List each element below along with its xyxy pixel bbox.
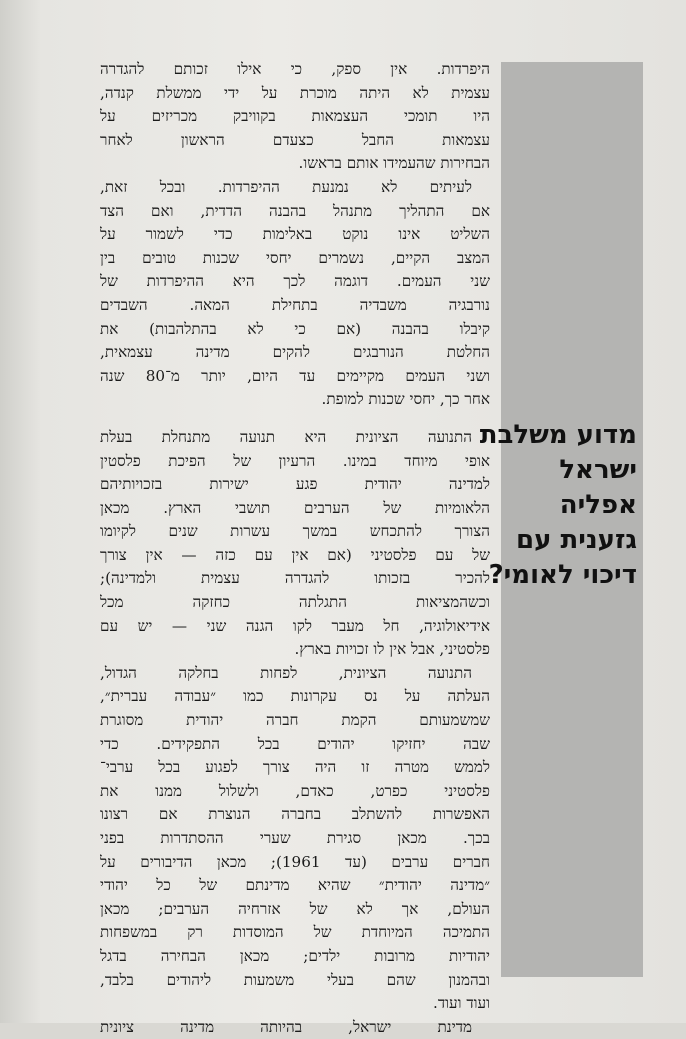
- text-line: אחר כך, יחסי שכנות למופת.: [321, 390, 490, 409]
- article-body: [100, 58, 490, 1039]
- text-line: פלסטיני כפרט, כאדם, ולשלול ממנו את: [100, 781, 490, 800]
- text-line: פלסטיני, אבל אין לו זכויות בארץ.: [294, 640, 490, 659]
- text-line: וכשהמציאות התגלתה כחזקה מכל: [100, 593, 490, 612]
- pull-quote-line: גזענית עם: [515, 525, 637, 555]
- text-line: שני העמים. דוגמה לכך היא ההיפרדות של: [100, 272, 490, 291]
- text-line: הצורך להתכחש במשך עשרות שנים לקיומו: [100, 522, 490, 541]
- text-line: העלתה על נס עקרונות כמו ״עבודה עברית״,: [100, 687, 490, 706]
- text-line: הבחירות שהעמידו אותם בראשו.: [298, 154, 490, 173]
- text-line: יהודיות מרובות ילדים; מכאן הבחירה בדגל: [100, 946, 490, 965]
- text-line: של עם פלסטיני (אם אין עם כזה — אין צורך: [100, 545, 490, 564]
- text-line: התנועה הציונית היא תנועה מתנחלת בעלת: [100, 427, 472, 446]
- text-line: להכיר בזכותו להגדרה עצמית ולמדינה);: [100, 569, 490, 588]
- text-line: מדינת ישראל, בהיותה מדינה ציונית: [100, 1017, 472, 1036]
- paragraph-hebrew-labor: [100, 662, 490, 1016]
- pull-quote-line: מדוע משלבת: [479, 420, 637, 450]
- text-line: האפשרות להשתלב בחברה הנוצרת אם רצונו: [100, 805, 490, 824]
- text-line: עצמאות החבל כצעדם הראשון לאחר: [100, 130, 490, 149]
- text-line: עצמית לא היתה מוכרת על ידי ממשלת קנדה,: [100, 83, 490, 102]
- text-line: התמיכה המיוחדת של המוסדות רק במשפחות: [100, 923, 490, 942]
- text-line: נורבגיה משבדיה בתחילת המאה. השבדים: [100, 295, 490, 314]
- text-line: לעיתים לא נמנעת ההיפרדות. ובכל זאת,: [100, 177, 472, 196]
- text-line: אידיאולוגיה, חל מעבר לקו הגנה שני — יש עם: [100, 616, 490, 635]
- text-line: שבה יחזיקו יהודים בכל התפקידים. כדי: [100, 734, 490, 753]
- text-line: המצב הקיים, נשמרים יחסי שכנות טובים בין: [100, 248, 490, 267]
- text-line: היפרדות. אין ספק, כי אילו זכותם להגדרה: [100, 60, 490, 78]
- text-line: למדינה יהודית פגע ישירות בזכויותיהם: [100, 475, 490, 494]
- paragraph-state-of-israel: [100, 1016, 490, 1039]
- text-line: התנועה הציונית, לפחות בחלקה הגדול,: [100, 663, 472, 682]
- paragraph-zionist-movement: [100, 426, 490, 662]
- text-line: אופי מיוחד במינו. הרעיון של הפיכת פלסטין: [100, 451, 490, 470]
- text-line: לממש מטרה זו היה צורך לפגוע בכל ערבי־: [100, 758, 490, 777]
- text-line: ועוד ועוד.: [433, 994, 490, 1013]
- text-line: בכך. מכאן סגירת שערי ההסתדרות בפני: [100, 829, 490, 847]
- pull-quote-line: אפליה: [559, 490, 637, 520]
- text-line: ״מדינה יהודית״ שהיא מדינתם של כל יהודי: [100, 876, 490, 895]
- text-line: שמשמעותם הקמת חברה יהודית מסוגרת: [100, 711, 490, 730]
- text-line: העולם, אך לא של אזרחיה הערבים; מכאן: [100, 899, 490, 918]
- paragraph-norway: [100, 176, 490, 412]
- text-line: אם התהליך מתנהל בהבנה הדדית, ואם הצד: [100, 201, 490, 220]
- paragraph-quebec: [100, 58, 490, 176]
- text-line: ובהמנון שהם בעלי משמעות ליהודים בלבד,: [100, 970, 490, 989]
- text-line: החלטת הנורבגים להקים מדינה עצמאית,: [100, 343, 490, 362]
- pull-quote-line: דיכוי לאומי?: [488, 560, 637, 590]
- section-gap: [100, 412, 490, 426]
- text-line: הלאומיות של הערבים תושבי הארץ. מכאן: [100, 498, 490, 517]
- pull-quote-line: ישראל: [559, 455, 637, 485]
- text-line: חברים ערבים (עד 1961); מכאן הדיבורים על: [100, 852, 490, 871]
- pull-quote: [479, 418, 637, 593]
- text-line: השליט אינו נוקט באלימות כדי לשמור על: [100, 225, 490, 244]
- text-line: קיבלו בהבנה (אם כי לא בהתלהבות) את: [100, 319, 490, 338]
- text-line: היו תומכי העצמאות בקוויבק מכריזים על: [100, 107, 490, 126]
- text-line: ושני העמים מקיימים עד היום, יותר מ־80 שנה: [100, 366, 490, 385]
